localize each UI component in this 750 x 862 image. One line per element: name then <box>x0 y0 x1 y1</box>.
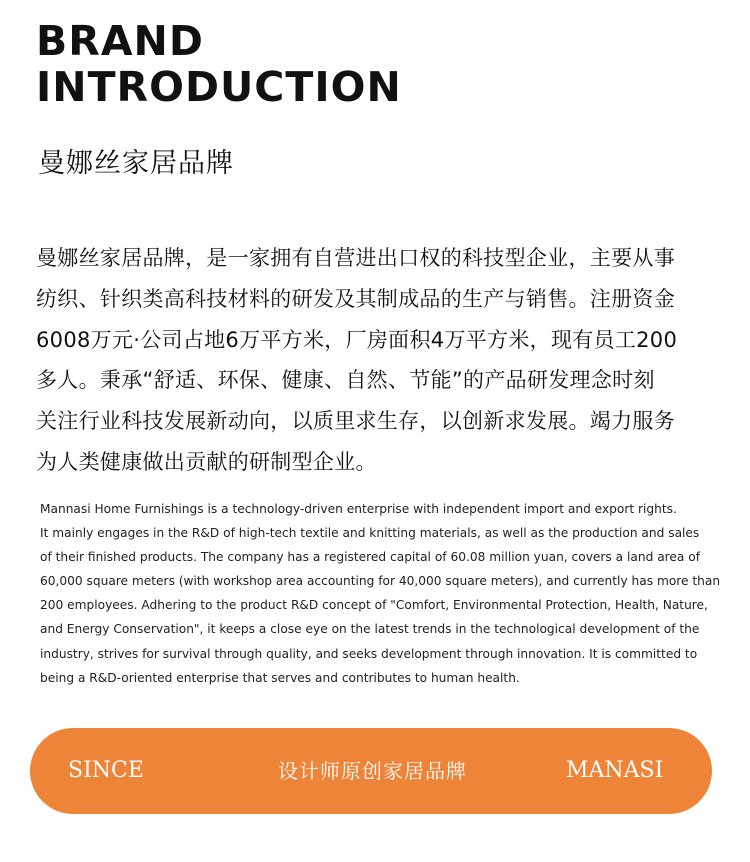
brand-name-subtitle: 曼娜丝家居品牌 <box>38 148 234 179</box>
english-intro-line: being a R&D-oriented enterprise that serves and contributes to human health. <box>40 670 520 685</box>
chinese-intro-line: 关注行业科技发展新动向，以质里求生存，以创新求发展。竭力服务 <box>36 409 675 434</box>
banner-since-text: SINCE <box>68 758 144 783</box>
chinese-intro-line: 曼娜丝家居品牌，是一家拥有自营进出口权的科技型企业，主要从事 <box>36 246 675 270</box>
english-intro-line: industry, strives for survival through quality, and seeks development through innovation. It is committed to <box>40 646 698 661</box>
banner-manasi-text: MANASI <box>566 758 664 783</box>
english-intro-line: 200 employees. Adhering to the product R&D concept of "Comfort, Environmental Protection, Health, Nature, <box>40 598 708 613</box>
english-intro-line: and Energy Conservation", it keeps a close eye on the latest trends in the technological development of the <box>40 622 700 637</box>
english-intro-line: Mannasi Home Furnishings is a technology-driven enterprise with independent import and export rights. <box>40 502 677 516</box>
chinese-intro-line: 纺织、针织类高科技材料的研发及其制成品的生产与销售。注册资金 <box>36 286 675 311</box>
chinese-introduction-paragraph <box>36 238 716 483</box>
chinese-intro-line: 6008万元·公司占地6万平方米，厂房面积4万平方米，现有员工200 <box>36 327 678 352</box>
english-intro-line: It mainly engages in the R&D of high-tech textile and knitting materials, as well as the production and sales <box>40 526 700 541</box>
banner-slogan-text: 设计师原创家居品牌 <box>278 759 467 783</box>
english-intro-line: of their finished products. The company has a registered capital of 60.08 million yuan, covers a land area of <box>40 550 700 565</box>
brand-introduction-heading <box>36 18 402 110</box>
english-intro-line: 60,000 square meters (with workshop area accounting for 40,000 square meters), and currently has more than <box>40 574 721 589</box>
heading-line-introduction: INTRODUCTION <box>36 63 402 111</box>
english-introduction-paragraph <box>40 497 720 690</box>
chinese-intro-line: 为人类健康做出贡献的研制型企业。 <box>36 449 377 474</box>
chinese-intro-line: 多人。秉承“舒适、环保、健康、自然、节能”的产品研发理念时刻 <box>36 368 655 393</box>
orange-brand-banner <box>30 728 712 814</box>
heading-line-brand: BRAND <box>36 17 204 65</box>
